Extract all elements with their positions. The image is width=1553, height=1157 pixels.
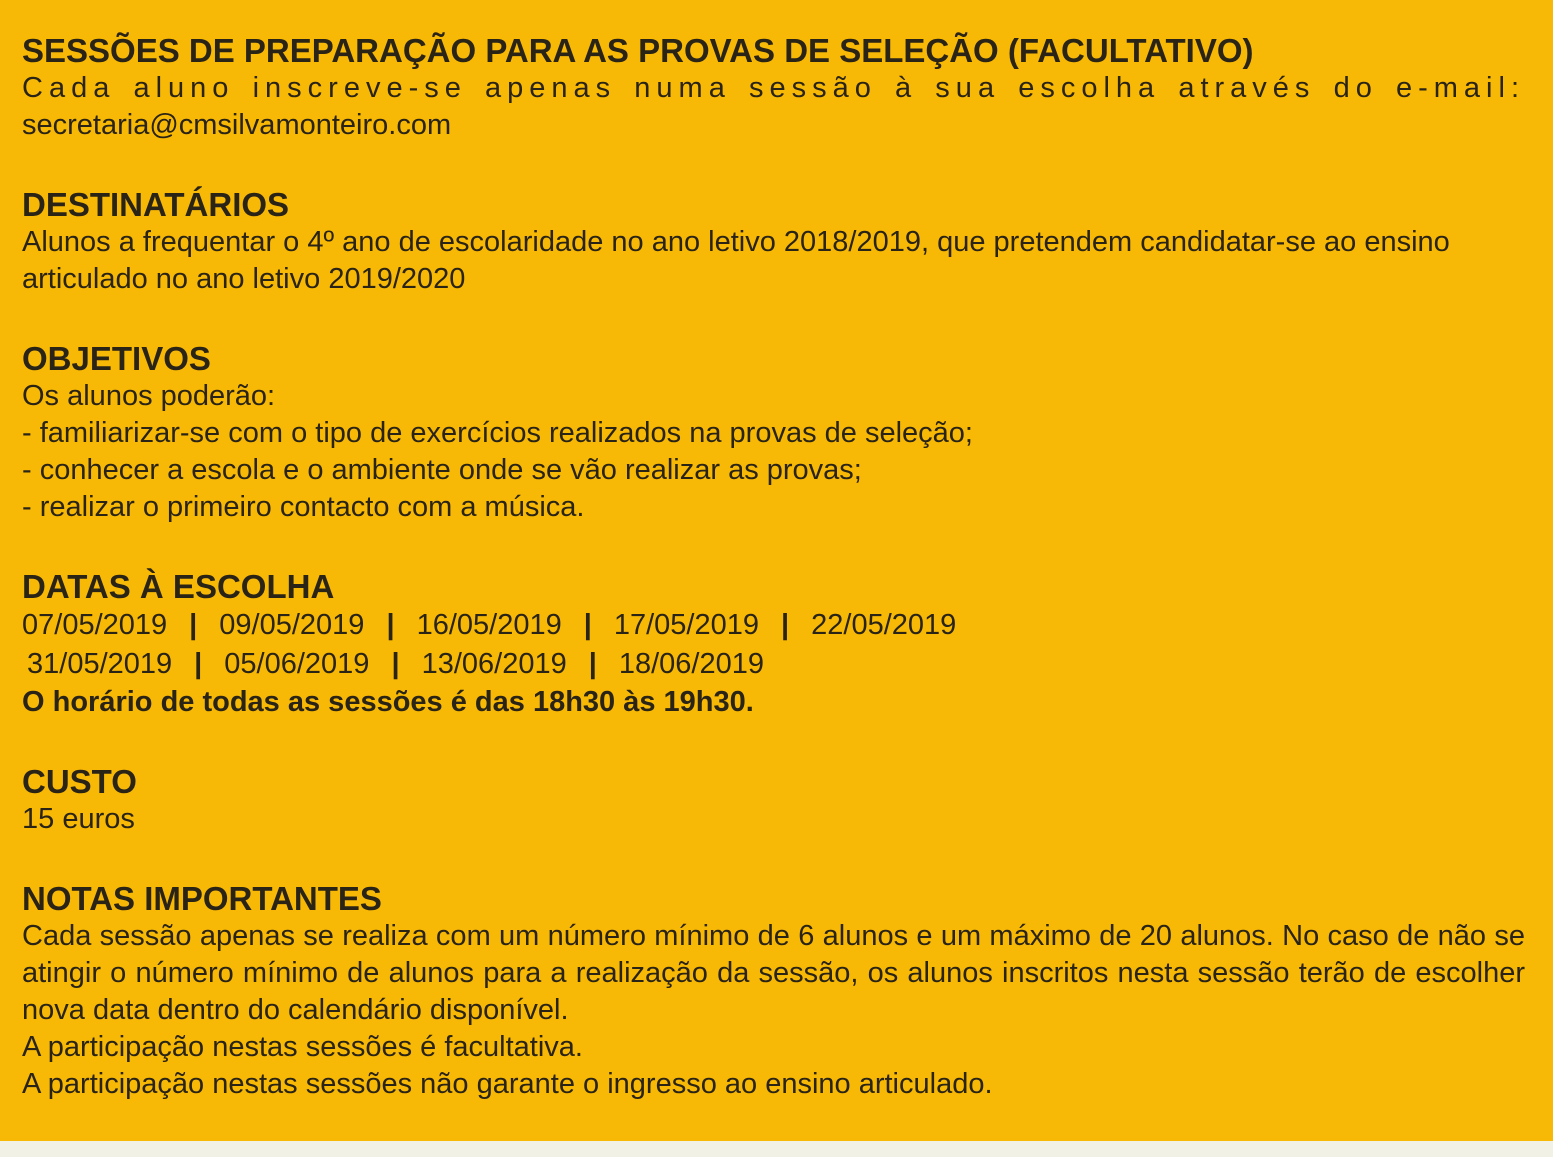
datas-section xyxy=(22,568,1525,721)
custo-title: CUSTO xyxy=(22,763,137,800)
date-separator: | xyxy=(194,648,203,680)
date-option: 31/05/2019 xyxy=(27,648,173,680)
objetivo-item: - conhecer a escola e o ambiente onde se vão realizar as provas; xyxy=(22,454,862,486)
date-separator: | xyxy=(781,609,790,641)
destinatarios-title: DESTINATÁRIOS xyxy=(22,186,290,223)
date-option: 17/05/2019 xyxy=(613,609,759,641)
date-separator: | xyxy=(386,609,395,641)
notas-line: A participação nestas sessões não garante o ingresso ao ensino articulado. xyxy=(22,1068,993,1100)
dates-row-1 xyxy=(22,606,1525,645)
destinatarios-section xyxy=(22,186,1525,298)
date-option: 16/05/2019 xyxy=(416,609,562,641)
date-option: 13/06/2019 xyxy=(421,648,567,680)
date-option: 07/05/2019 xyxy=(22,609,168,641)
date-option: 09/05/2019 xyxy=(219,609,365,641)
contact-email[interactable]: secretaria@cmsilvamonteiro.com xyxy=(22,109,452,141)
objetivo-item: - realizar o primeiro contacto com a música. xyxy=(22,491,585,523)
custo-value: 15 euros xyxy=(22,803,135,835)
notas-line: A participação nestas sessões é facultativa. xyxy=(22,1031,583,1063)
notas-text: Cada sessão apenas se realiza com um número mínimo de 6 alunos e um máximo de 20 alunos. No caso de não se atingir o número mínimo de alunos para a realização da sessão, os alunos inscritos nesta sessão terão de escolher nova data dentro do calendário disponível. xyxy=(22,920,1525,1026)
date-option: 22/05/2019 xyxy=(811,609,957,641)
sessions-intro: Cada aluno inscreve-se apenas numa sessão à sua escolha através do e-mail: xyxy=(22,72,1525,104)
notas-section xyxy=(22,880,1525,1103)
dates-row-2 xyxy=(22,645,1525,684)
date-option: 18/06/2019 xyxy=(618,648,764,680)
date-separator: | xyxy=(189,609,198,641)
objetivo-item: - familiarizar-se com o tipo de exercícios realizados na provas de seleção; xyxy=(22,417,973,449)
date-separator: | xyxy=(391,648,400,680)
objetivos-section xyxy=(22,340,1525,526)
date-separator: | xyxy=(588,648,597,680)
objetivos-lead: Os alunos poderão: xyxy=(22,380,276,412)
objetivos-title: OBJETIVOS xyxy=(22,340,211,377)
date-separator: | xyxy=(583,609,592,641)
custo-section xyxy=(22,763,1525,838)
destinatarios-text: Alunos a frequentar o 4º ano de escolaridade no ano letivo 2018/2019, que pretendem candidatar-se ao ensino articulado no ano letivo 2019/2020 xyxy=(22,226,1450,295)
sessions-section xyxy=(22,32,1525,144)
date-option: 05/06/2019 xyxy=(224,648,370,680)
notas-title: NOTAS IMPORTANTES xyxy=(22,880,382,917)
datas-title: DATAS À ESCOLHA xyxy=(22,568,335,605)
schedule-note: O horário de todas as sessões é das 18h30 às 19h30. xyxy=(22,686,754,718)
sessions-title: SESSÕES DE PREPARAÇÃO PARA AS PROVAS DE SELEÇÃO (FACULTATIVO) xyxy=(22,32,1254,69)
